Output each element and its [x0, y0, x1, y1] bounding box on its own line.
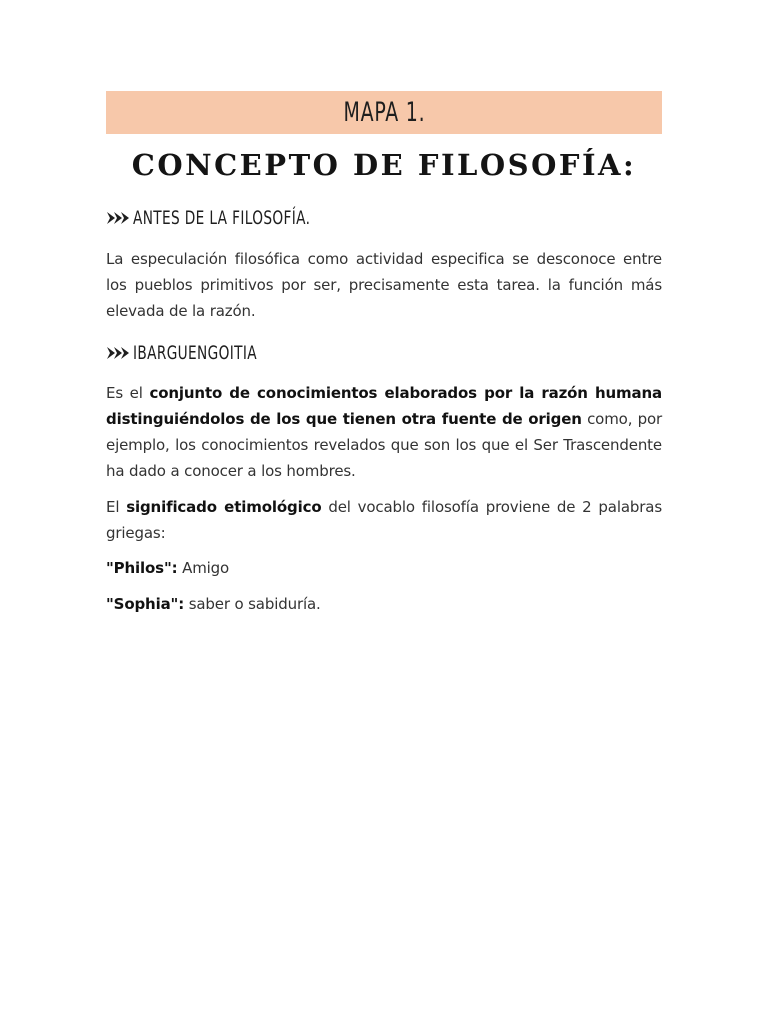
section-heading-ibarguengoitia: [106, 338, 662, 368]
term-word: "Sophia":: [106, 595, 185, 613]
term-word: "Philos":: [106, 559, 178, 577]
double-chevron-right-icon: [106, 211, 132, 225]
document-page: [106, 91, 662, 617]
map-banner: [106, 91, 662, 134]
section-heading-text: ANTES DE LA FILOSOFÍA.: [133, 207, 311, 229]
section-heading-text: IBARGUENGOITIA: [133, 342, 257, 364]
text-rest: del vocablo filosofía proviene de 2 palabras griegas:: [106, 498, 662, 542]
bold-definition: conjunto de conocimientos elaborados por la razón humana distinguiéndolos de los que tienen otra fuente de origen: [106, 384, 662, 428]
text-lead: Es el: [106, 384, 150, 402]
double-chevron-right-icon: [106, 346, 132, 360]
bold-etymology: significado etimológico: [126, 498, 322, 516]
term-meaning: Amigo: [177, 559, 230, 577]
text-rest: como, por ejemplo, los conocimientos revelados que son los que el Ser Trascendente ha dado a conocer a los hombres.: [106, 410, 662, 480]
text-lead: El: [106, 498, 127, 516]
term-sophia: [106, 591, 662, 617]
section-heading-antes: [106, 203, 662, 233]
paragraph-etimologia: [106, 494, 662, 546]
paragraph-definicion: [106, 380, 662, 484]
term-philos: [106, 555, 662, 581]
paragraph-antes: La especulación filosófica como actividad especifica se desconoce entre los pueblos primitivos por ser, precisamente esta tarea. la función más elevada de la razón.: [106, 250, 662, 320]
page-title: CONCEPTO DE FILOSOFÍA:: [131, 148, 637, 182]
map-label: MAPA 1.: [343, 97, 425, 128]
term-meaning: saber o sabiduría.: [184, 595, 321, 613]
